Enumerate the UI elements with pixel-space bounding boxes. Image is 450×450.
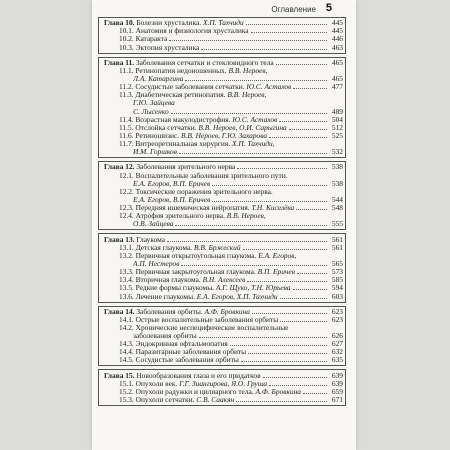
entry-page-number: 532 <box>331 147 343 157</box>
entry-title: Заболевания орбиты. <box>136 307 203 316</box>
entry-title: 12.2. Токсические поражения зрительного нерва. <box>119 187 273 196</box>
leader-dots <box>263 377 327 378</box>
leader-dots <box>243 249 327 250</box>
running-header <box>92 2 346 16</box>
entry-author: Е.А. Егоров, В.П. Еричев <box>133 195 211 204</box>
entry-author: Е.А. Егоров, В.П. Еричев <box>133 179 211 188</box>
leader-dots <box>251 32 327 33</box>
entry-title: 10.1. Анатомия и физиология хрусталика <box>119 27 249 36</box>
entry-page-number: 555 <box>331 219 343 229</box>
leader-dots <box>297 273 327 274</box>
entry-author: В.В. Нероев, Г.Ю. Захарова <box>181 131 268 140</box>
entry-page-number: 623 <box>331 314 343 324</box>
entry-title: 12.3. Передняя ишемическая нейропатия. <box>119 204 250 213</box>
entry-page-number: 525 <box>331 130 343 140</box>
entry-title: 14.5. Сосудистые заболевания орбиты <box>119 356 239 365</box>
entry-text <box>119 388 301 396</box>
entry-text <box>119 356 239 364</box>
leader-dots <box>185 80 327 81</box>
entry-page-number: 639 <box>331 370 343 380</box>
entry-title: 11.3. Диабетическая ретинопатия. <box>119 91 226 100</box>
leader-dots <box>199 337 327 338</box>
entry-author: И.М. Горшков <box>133 148 177 157</box>
entry-text <box>119 316 278 324</box>
section-entry[interactable] <box>102 116 343 124</box>
leader-dots <box>289 129 327 130</box>
entry-page-number: 603 <box>331 291 343 301</box>
chapter-heading[interactable] <box>102 308 343 316</box>
entry-text <box>119 252 296 260</box>
entry-page-number: 561 <box>331 234 343 244</box>
entry-title: 11.5. Отслойка сетчатки. <box>119 123 197 132</box>
section-entry[interactable] <box>102 252 343 260</box>
entry-page-number: 504 <box>331 114 343 124</box>
entry-page-number: 538 <box>331 178 343 188</box>
leader-dots <box>181 265 327 266</box>
entry-title: 13.1. Детская глаукома. <box>119 243 193 252</box>
section-entry[interactable] <box>102 316 343 324</box>
entry-title: 13.4. Вторичная глаукома. <box>119 276 201 285</box>
entry-text <box>104 236 165 244</box>
entry-author: В.В. Нероев, <box>228 66 268 75</box>
entry-title: 13.6. Лечение глаукомы. <box>119 292 195 301</box>
entry-text <box>119 204 294 212</box>
section-entry[interactable] <box>102 276 343 284</box>
entry-author: Е.А. Егоров, <box>258 251 297 260</box>
section-entry[interactable] <box>102 204 343 212</box>
chapter-block <box>98 369 346 406</box>
section-entry[interactable] <box>102 356 343 364</box>
chapter-block <box>98 306 346 367</box>
entry-text <box>133 99 175 107</box>
entry-title: заболевания орбиты <box>133 332 197 341</box>
entry-page-number: 445 <box>331 18 343 28</box>
entry-page-number: 639 <box>331 378 343 388</box>
entry-text <box>119 91 266 99</box>
entry-author: Л.А. Катаргина <box>133 74 184 83</box>
section-entry[interactable] <box>102 124 343 132</box>
leader-dots <box>303 393 327 394</box>
entry-page-number: 565 <box>331 258 343 268</box>
leader-dots <box>179 153 327 154</box>
entry-text <box>119 348 246 356</box>
leader-dots <box>279 121 327 122</box>
page-number: 5 <box>325 2 332 14</box>
entry-title: 11.1. Ретинопатия недоношенных. <box>119 66 227 75</box>
leader-dots <box>269 137 327 138</box>
entry-text <box>133 196 210 204</box>
entry-author: Г.Ю. Зайцева <box>133 99 175 108</box>
section-entry[interactable] <box>102 83 343 91</box>
chapter-block <box>98 233 346 302</box>
entry-page-number: 463 <box>331 42 343 52</box>
entry-title: 14.1. Острые воспалительные заболевания орбиты <box>119 315 279 324</box>
entry-author: В.П. Еричев <box>257 268 295 277</box>
chapter-label: Глава 11. <box>104 58 135 67</box>
section-entry[interactable] <box>102 43 343 51</box>
entry-title: 11.4. Возрастная макулодистрофия. <box>119 115 231 124</box>
entry-page-number: 544 <box>331 194 343 204</box>
entry-text <box>119 380 267 388</box>
entry-text <box>104 372 261 380</box>
entry-page-number: 465 <box>331 73 343 83</box>
entry-title: 13.2. Первичная открытоугольная глаукома. <box>119 251 257 260</box>
entry-title: Новообразования глаза и его придатков <box>136 371 261 380</box>
section-entry[interactable] <box>102 67 343 75</box>
entry-text <box>119 140 275 148</box>
entry-title: 12.1. Воспалительные заболевания зрительного пути. <box>119 171 288 180</box>
chapter-heading[interactable] <box>102 163 343 171</box>
entry-author: Г.Г. Зиангирова, Я.О. Груша <box>179 379 268 388</box>
entry-title: 14.4. Паразитарные заболевания орбиты <box>119 348 247 357</box>
section-entry[interactable] <box>102 268 343 276</box>
entry-continuation[interactable] <box>102 332 343 340</box>
leader-dots <box>248 353 327 354</box>
section-entry[interactable] <box>102 348 343 356</box>
entry-title: 11.2. Сосудистые заболевания сетчатки. <box>119 83 245 92</box>
leader-dots <box>169 40 327 41</box>
entry-title: Болезни хрусталика. <box>136 19 202 28</box>
entry-text <box>104 19 244 27</box>
book-page <box>92 0 356 450</box>
section-entry[interactable] <box>102 212 343 220</box>
entry-title: 11.7. Витреоретинальная хирургия. <box>119 140 231 149</box>
entry-author: С.В. Саакян <box>196 396 235 405</box>
entry-text <box>119 284 291 292</box>
section-entry[interactable] <box>102 396 343 404</box>
entry-text <box>133 75 183 83</box>
entry-text <box>119 67 267 75</box>
entry-author: А.П. Нестеров <box>133 259 180 268</box>
entry-text <box>119 268 295 276</box>
entry-author: А.Ф. Бровкина <box>255 387 301 396</box>
entry-author: Е.А. Егоров, Х.П. Тахчиди <box>196 292 278 301</box>
leader-dots <box>296 209 327 210</box>
section-entry[interactable] <box>102 324 343 332</box>
leader-dots <box>280 321 327 322</box>
entry-title: 11.6. Ретиношизис. <box>119 131 180 140</box>
entry-continuation[interactable] <box>102 148 343 156</box>
leader-dots <box>236 401 327 402</box>
entry-text <box>119 27 249 35</box>
entry-author: В.В. Бржеский <box>193 243 241 252</box>
entry-page-number: 561 <box>331 242 343 252</box>
entry-continuation[interactable] <box>102 75 343 83</box>
entry-page-number: 623 <box>331 306 343 316</box>
entry-continuation[interactable] <box>102 107 343 115</box>
running-title: Оглавление <box>271 5 316 14</box>
leader-dots <box>276 64 327 65</box>
chapter-label: Глава 14. <box>104 307 135 316</box>
leader-dots <box>280 298 327 299</box>
leader-dots <box>293 88 327 89</box>
leader-dots <box>247 281 327 282</box>
section-entry[interactable] <box>102 171 343 179</box>
section-entry[interactable] <box>102 388 343 396</box>
entry-text <box>119 83 291 91</box>
section-entry[interactable] <box>102 284 343 292</box>
entry-continuation[interactable] <box>102 180 343 188</box>
entry-text <box>119 324 288 332</box>
entry-title: 12.4. Атрофия зрительного нерва. <box>119 212 225 221</box>
entry-title: 14.2. Хронические неспецифические воспалительные <box>119 323 289 332</box>
entry-title: Заболевания сетчатки и стекловидного тела <box>135 58 274 67</box>
leader-dots <box>252 313 327 314</box>
entry-author: Х.П. Тахчиди, <box>231 140 275 149</box>
entry-text <box>104 163 235 171</box>
entry-page-number: 446 <box>331 34 343 44</box>
entry-author: А.Ф. Бровкина <box>204 307 250 316</box>
entry-title: 10.2. Катаракта <box>119 35 168 44</box>
entry-author: Ю.С. Астахов <box>232 115 278 124</box>
entry-text <box>119 35 167 43</box>
entry-author: Т.Н. Киселёва <box>251 204 295 213</box>
leader-dots <box>175 225 327 226</box>
entry-text <box>119 172 288 180</box>
leader-dots <box>230 345 327 346</box>
entry-text <box>133 332 197 340</box>
section-entry[interactable] <box>102 340 343 348</box>
chapter-label: Глава 13. <box>104 235 135 244</box>
chapter-block <box>98 17 346 54</box>
entry-text <box>133 148 177 156</box>
leader-dots <box>212 201 327 202</box>
entry-author: С. Лысенко <box>133 107 169 116</box>
entry-author: О.В. Зайцева <box>133 220 174 229</box>
chapter-label: Глава 12. <box>104 163 135 172</box>
entry-continuation[interactable] <box>102 220 343 228</box>
entry-page-number: 489 <box>331 106 343 116</box>
entry-text <box>119 212 266 220</box>
entry-page-number: 659 <box>331 386 343 396</box>
entry-author: В.В. Нероев, <box>227 91 267 100</box>
leader-dots <box>237 168 327 169</box>
entry-continuation[interactable] <box>102 260 343 268</box>
leader-dots <box>293 289 328 290</box>
entry-author: А.Г. Щуко, Т.Н. Юрьева <box>215 284 291 293</box>
entry-author: В.Н. Алексеев <box>202 276 246 285</box>
leader-dots <box>201 49 327 50</box>
section-entry[interactable] <box>102 140 343 148</box>
leader-dots <box>167 241 327 242</box>
entry-author: Х.П. Тахчиди <box>202 19 244 28</box>
section-entry[interactable] <box>102 35 343 43</box>
entry-title: Заболевания зрительного нерва <box>136 163 236 172</box>
section-entry[interactable] <box>102 244 343 252</box>
section-entry[interactable] <box>102 132 343 140</box>
entry-page-number: 477 <box>331 82 343 92</box>
section-entry[interactable] <box>102 292 343 300</box>
entry-page-number: 627 <box>331 339 343 349</box>
entry-text <box>119 116 277 124</box>
entry-title: 13.3. Первичная закрытоугольная глаукома. <box>119 268 256 277</box>
entry-page-number: 465 <box>331 57 343 67</box>
entry-text <box>133 108 169 116</box>
entry-page-number: 594 <box>331 283 343 293</box>
entry-page-number: 671 <box>331 395 343 405</box>
entry-title: 15.2. Опухоли радужки и цилиарного тела. <box>119 387 254 396</box>
entry-text <box>119 132 267 140</box>
entry-text <box>119 396 234 404</box>
entry-title: Глаукома <box>136 235 166 244</box>
leader-dots <box>241 361 327 362</box>
section-entry[interactable] <box>102 91 343 99</box>
entry-text <box>104 59 274 67</box>
leader-dots <box>246 24 327 25</box>
entry-page-number: 573 <box>331 267 343 277</box>
chapter-heading[interactable] <box>102 19 343 27</box>
leader-dots <box>171 113 327 114</box>
entry-text <box>133 180 210 188</box>
entry-text <box>119 188 273 196</box>
chapter-label: Глава 15. <box>104 371 135 380</box>
entry-continuation[interactable] <box>102 196 343 204</box>
entry-text <box>119 340 228 348</box>
entry-title: 15.3. Опухоли сетчатки. <box>119 396 195 405</box>
entry-title: 10.3. Эктопия хрусталика <box>119 43 200 52</box>
entry-text <box>119 276 245 284</box>
entry-page-number: 538 <box>331 162 343 172</box>
entry-title: 14.3. Эндокринная офтальмопатия <box>119 340 228 349</box>
entry-text <box>104 308 250 316</box>
chapter-block <box>98 57 346 159</box>
entry-author: В.В. Нероев, <box>226 212 266 221</box>
entry-text <box>119 124 287 132</box>
entry-page-number: 635 <box>331 355 343 365</box>
entry-page-number: 626 <box>331 331 343 341</box>
entry-page-number: 445 <box>331 26 343 36</box>
entry-text <box>133 260 179 268</box>
entry-text <box>119 244 241 252</box>
entry-page-number: 632 <box>331 347 343 357</box>
entry-text <box>119 44 199 52</box>
entry-page-number: 548 <box>331 203 343 213</box>
entry-text <box>133 220 173 228</box>
entry-page-number: 512 <box>331 122 343 132</box>
chapter-heading[interactable] <box>102 235 343 243</box>
entry-author: В.В. Нероев, О.И. Сарыгина <box>198 123 287 132</box>
entry-text <box>119 293 278 301</box>
entry-title: 15.1. Опухоли век. <box>119 379 178 388</box>
section-entry[interactable] <box>102 380 343 388</box>
chapter-block <box>98 161 346 230</box>
chapter-heading[interactable] <box>102 59 343 67</box>
section-entry[interactable] <box>102 188 343 196</box>
entry-page-number: 585 <box>331 275 343 285</box>
leader-dots <box>269 385 327 386</box>
leader-dots <box>212 185 327 186</box>
entry-author: Ю.С. Астахов <box>246 83 292 92</box>
table-of-contents <box>98 17 346 409</box>
section-entry[interactable] <box>102 27 343 35</box>
entry-continuation[interactable] <box>102 99 343 107</box>
chapter-heading[interactable] <box>102 371 343 379</box>
entry-title: 13.5. Редкие формы глаукомы. <box>119 284 215 293</box>
chapter-label: Глава 10. <box>104 19 135 28</box>
